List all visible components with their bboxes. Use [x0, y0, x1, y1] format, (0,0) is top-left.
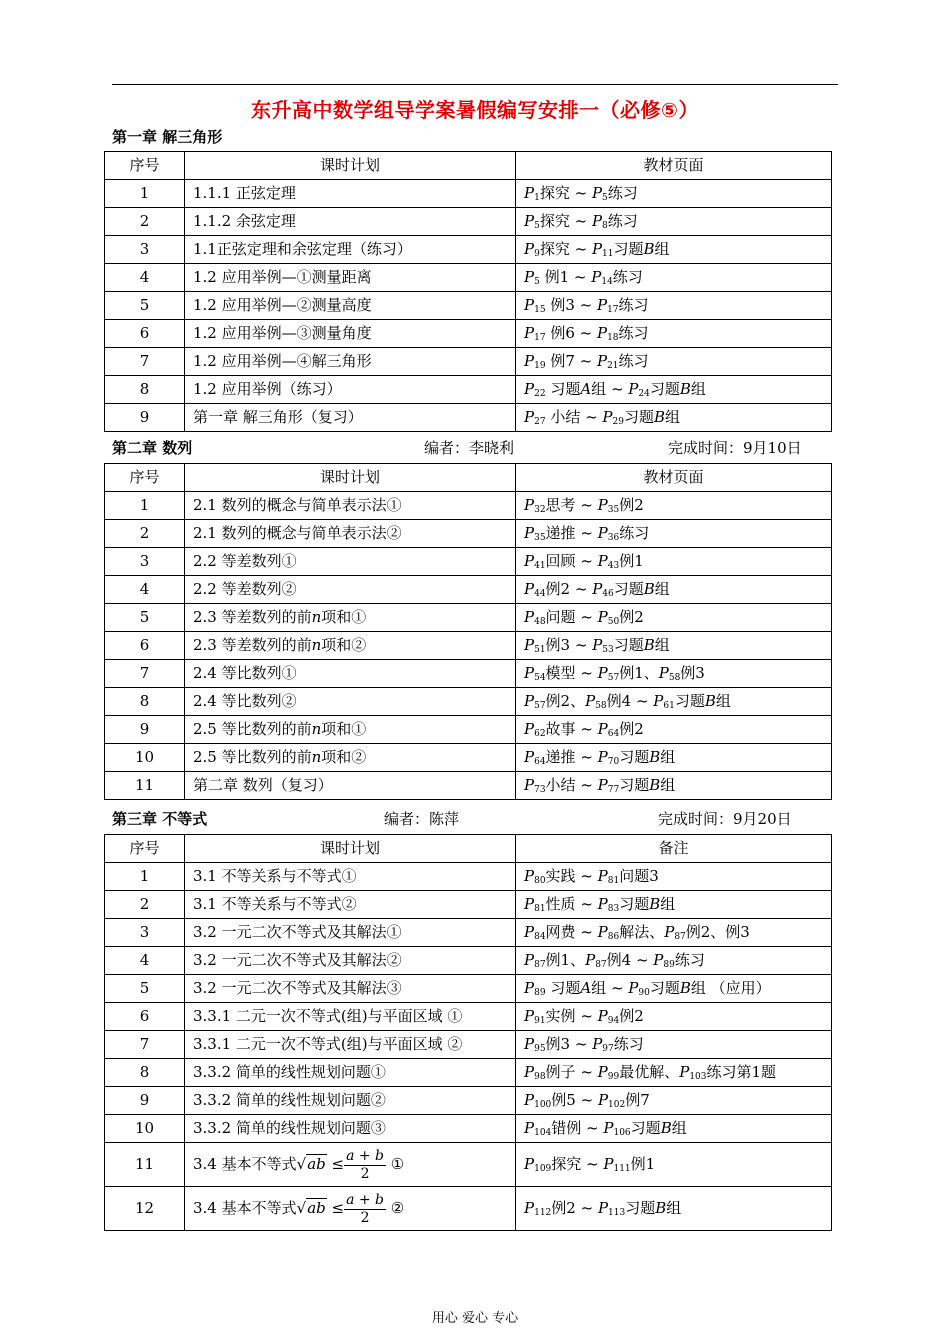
- row-number: 11: [105, 772, 185, 800]
- table-row: [105, 1143, 832, 1187]
- column-header: 备注: [516, 835, 832, 863]
- lesson-plan: 2.4 等比数列②: [185, 688, 516, 716]
- row-number: 4: [105, 264, 185, 292]
- lesson-plan: 3.4 基本不等式√ab ≤ $\frac{a + b}{2}$ ②: [185, 1187, 516, 1231]
- table-row: [105, 376, 832, 404]
- row-number: 5: [105, 292, 185, 320]
- textbook-pages: $P_{73}$小结 ~ $P_{77}$习题B组: [516, 772, 832, 800]
- table-row: [105, 576, 832, 604]
- chapter1-table: [104, 151, 832, 432]
- lesson-plan: 2.3 等差数列的前n项和②: [185, 632, 516, 660]
- lesson-plan: 2.5 等比数列的前n项和②: [185, 744, 516, 772]
- lesson-plan: 3.2 一元二次不等式及其解法③: [185, 975, 516, 1003]
- lesson-plan: 1.2 应用举例（练习）: [185, 376, 516, 404]
- chapter2-heading: 第二章 数列: [112, 439, 193, 457]
- lesson-plan: 3.3.2 简单的线性规划问题①: [185, 1059, 516, 1087]
- table-row: [105, 772, 832, 800]
- column-header: 教材页面: [516, 464, 832, 492]
- textbook-pages: $P_5$ 例1 ~ $P_{14}$练习: [516, 264, 832, 292]
- chapter3-editor: 编者：陈萍: [384, 810, 460, 828]
- table-row: [105, 404, 832, 432]
- chapter1-heading-row: [112, 126, 832, 148]
- table-row: [105, 208, 832, 236]
- table-row: [105, 1031, 832, 1059]
- table-row: [105, 1187, 832, 1231]
- table-row: [105, 688, 832, 716]
- row-number: 2: [105, 891, 185, 919]
- textbook-pages: $P_{100}$例5 ~ $P_{102}$例7: [516, 1087, 832, 1115]
- lesson-plan: 3.4 基本不等式√ab ≤ $\frac{a + b}{2}$ ①: [185, 1143, 516, 1187]
- column-header: 序号: [105, 464, 185, 492]
- textbook-pages: $P_{27}$ 小结 ~ $P_{29}$习题B组: [516, 404, 832, 432]
- page-title: 东升高中数学组导学案暑假编写安排一（必修⑤）: [251, 98, 699, 122]
- lesson-plan: 3.2 一元二次不等式及其解法①: [185, 919, 516, 947]
- row-number: 7: [105, 660, 185, 688]
- textbook-pages: $P_{81}$性质 ~ $P_{83}$习题B组: [516, 891, 832, 919]
- lesson-plan: 第二章 数列（复习）: [185, 772, 516, 800]
- textbook-pages: $P_{80}$实践 ~ $P_{81}$问题3: [516, 863, 832, 891]
- lesson-plan: 3.3.2 简单的线性规划问题②: [185, 1087, 516, 1115]
- table-row: [105, 863, 832, 891]
- lesson-plan: 2.1 数列的概念与简单表示法②: [185, 520, 516, 548]
- lesson-plan: 3.3.1 二元一次不等式(组)与平面区域 ②: [185, 1031, 516, 1059]
- table-row: [105, 604, 832, 632]
- lesson-plan: 3.3.1 二元一次不等式(组)与平面区域 ①: [185, 1003, 516, 1031]
- textbook-pages: $P_1$探究 ~ $P_5$练习: [516, 180, 832, 208]
- row-number: 3: [105, 236, 185, 264]
- textbook-pages: $P_{54}$模型 ~ $P_{57}$例1、$P_{58}$例3: [516, 660, 832, 688]
- table-row: [105, 1115, 832, 1143]
- table-row: [105, 236, 832, 264]
- table-row: [105, 1087, 832, 1115]
- column-header: 教材页面: [516, 152, 832, 180]
- chapter2-table: [104, 463, 832, 800]
- textbook-pages: $P_5$探究 ~ $P_8$练习: [516, 208, 832, 236]
- lesson-plan: 1.2 应用举例—③测量角度: [185, 320, 516, 348]
- row-number: 6: [105, 1003, 185, 1031]
- row-number: 5: [105, 604, 185, 632]
- row-number: 1: [105, 180, 185, 208]
- row-number: 9: [105, 716, 185, 744]
- textbook-pages: $P_{89}$ 习题A组 ~ $P_{90}$习题B组 （应用）: [516, 975, 832, 1003]
- table-row: [105, 660, 832, 688]
- chapter2-date: 完成时间：9月10日: [668, 439, 802, 457]
- lesson-plan: 第一章 解三角形（复习）: [185, 404, 516, 432]
- chapter3-heading: 第三章 不等式: [112, 810, 208, 828]
- row-number: 4: [105, 947, 185, 975]
- lesson-plan: 2.2 等差数列②: [185, 576, 516, 604]
- row-number: 9: [105, 1087, 185, 1115]
- lesson-plan: 1.1正弦定理和余弦定理（练习）: [185, 236, 516, 264]
- row-number: 11: [105, 1143, 185, 1187]
- table-row: [105, 1059, 832, 1087]
- textbook-pages: $P_{64}$递推 ~ $P_{70}$习题B组: [516, 744, 832, 772]
- row-number: 8: [105, 688, 185, 716]
- textbook-pages: $P_{51}$例3 ~ $P_{53}$习题B组: [516, 632, 832, 660]
- row-number: 10: [105, 744, 185, 772]
- table-row: [105, 348, 832, 376]
- row-number: 8: [105, 1059, 185, 1087]
- row-number: 4: [105, 576, 185, 604]
- lesson-plan: 2.1 数列的概念与简单表示法①: [185, 492, 516, 520]
- lesson-plan: 1.2 应用举例—②测量高度: [185, 292, 516, 320]
- row-number: 1: [105, 492, 185, 520]
- textbook-pages: $P_{35}$递推 ~ $P_{36}$练习: [516, 520, 832, 548]
- column-header: 序号: [105, 152, 185, 180]
- textbook-pages: $P_{41}$回顾 ~ $P_{43}$例1: [516, 548, 832, 576]
- table-row: [105, 292, 832, 320]
- textbook-pages: $P_{19}$ 例7 ~ $P_{21}$练习: [516, 348, 832, 376]
- row-number: 7: [105, 348, 185, 376]
- lesson-plan: 1.1.1 正弦定理: [185, 180, 516, 208]
- textbook-pages: $P_{17}$ 例6 ~ $P_{18}$练习: [516, 320, 832, 348]
- textbook-pages: $P_{22}$ 习题A组 ~ $P_{24}$习题B组: [516, 376, 832, 404]
- lesson-plan: 2.5 等比数列的前n项和①: [185, 716, 516, 744]
- table-row: [105, 320, 832, 348]
- table-header-row: [105, 835, 832, 863]
- chapter3-heading-row: [112, 808, 832, 830]
- row-number: 10: [105, 1115, 185, 1143]
- lesson-plan: 1.2 应用举例—①测量距离: [185, 264, 516, 292]
- lesson-plan: 3.2 一元二次不等式及其解法②: [185, 947, 516, 975]
- chapter1-heading: 第一章 解三角形: [112, 128, 223, 146]
- table-row: [105, 744, 832, 772]
- textbook-pages: $P_{32}$思考 ~ $P_{35}$例2: [516, 492, 832, 520]
- lesson-plan: 2.3 等差数列的前n项和①: [185, 604, 516, 632]
- table-row: [105, 520, 832, 548]
- textbook-pages: $P_{98}$例子 ~ $P_{99}$最优解、$P_{103}$练习第1题: [516, 1059, 832, 1087]
- table-row: [105, 947, 832, 975]
- textbook-pages: $P_{57}$例2、$P_{58}$例4 ~ $P_{61}$习题B组: [516, 688, 832, 716]
- textbook-pages: $P_{84}$网费 ~ $P_{86}$解法、$P_{87}$例2、例3: [516, 919, 832, 947]
- textbook-pages: $P_{95}$例3 ~ $P_{97}$练习: [516, 1031, 832, 1059]
- row-number: 2: [105, 208, 185, 236]
- table-row: [105, 1003, 832, 1031]
- textbook-pages: $P_{104}$错例 ~ $P_{106}$习题B组: [516, 1115, 832, 1143]
- lesson-plan: 2.2 等差数列①: [185, 548, 516, 576]
- table-row: [105, 180, 832, 208]
- page-footer: 用心 爱心 专心: [431, 1311, 519, 1326]
- lesson-plan: 1.2 应用举例—④解三角形: [185, 348, 516, 376]
- lesson-plan: 1.1.2 余弦定理: [185, 208, 516, 236]
- header-rule: [112, 84, 838, 85]
- row-number: 5: [105, 975, 185, 1003]
- chapter3-date: 完成时间：9月20日: [658, 810, 792, 828]
- lesson-plan: 2.4 等比数列①: [185, 660, 516, 688]
- table-header-row: [105, 152, 832, 180]
- column-header: 课时计划: [185, 152, 516, 180]
- table-row: [105, 716, 832, 744]
- lesson-plan: 3.1 不等关系与不等式②: [185, 891, 516, 919]
- row-number: 1: [105, 863, 185, 891]
- row-number: 8: [105, 376, 185, 404]
- textbook-pages: $P_{87}$例1、$P_{87}$例4 ~ $P_{89}$练习: [516, 947, 832, 975]
- table-row: [105, 492, 832, 520]
- textbook-pages: $P_9$探究 ~ $P_{11}$习题B组: [516, 236, 832, 264]
- table-header-row: [105, 464, 832, 492]
- chapter2-editor: 编者：李晓利: [424, 439, 515, 457]
- row-number: 3: [105, 919, 185, 947]
- lesson-plan: 3.3.2 简单的线性规划问题③: [185, 1115, 516, 1143]
- textbook-pages: $P_{15}$ 例3 ~ $P_{17}$练习: [516, 292, 832, 320]
- row-number: 12: [105, 1187, 185, 1231]
- row-number: 2: [105, 520, 185, 548]
- chapter2-heading-row: [112, 437, 832, 459]
- textbook-pages: $P_{91}$实例 ~ $P_{94}$例2: [516, 1003, 832, 1031]
- table-row: [105, 264, 832, 292]
- row-number: 9: [105, 404, 185, 432]
- row-number: 6: [105, 632, 185, 660]
- textbook-pages: $P_{62}$故事 ~ $P_{64}$例2: [516, 716, 832, 744]
- textbook-pages: $P_{44}$例2 ~ $P_{46}$习题B组: [516, 576, 832, 604]
- table-row: [105, 975, 832, 1003]
- row-number: 6: [105, 320, 185, 348]
- column-header: 序号: [105, 835, 185, 863]
- lesson-plan: 3.1 不等关系与不等式①: [185, 863, 516, 891]
- textbook-pages: $P_{109}$探究 ~ $P_{111}$例1: [516, 1143, 832, 1187]
- textbook-pages: $P_{112}$例2 ~ $P_{113}$习题B组: [516, 1187, 832, 1231]
- textbook-pages: $P_{48}$问题 ~ $P_{50}$例2: [516, 604, 832, 632]
- table-row: [105, 632, 832, 660]
- table-row: [105, 548, 832, 576]
- chapter3-table: [104, 834, 832, 1231]
- table-row: [105, 919, 832, 947]
- column-header: 课时计划: [185, 835, 516, 863]
- row-number: 7: [105, 1031, 185, 1059]
- row-number: 3: [105, 548, 185, 576]
- table-row: [105, 891, 832, 919]
- column-header: 课时计划: [185, 464, 516, 492]
